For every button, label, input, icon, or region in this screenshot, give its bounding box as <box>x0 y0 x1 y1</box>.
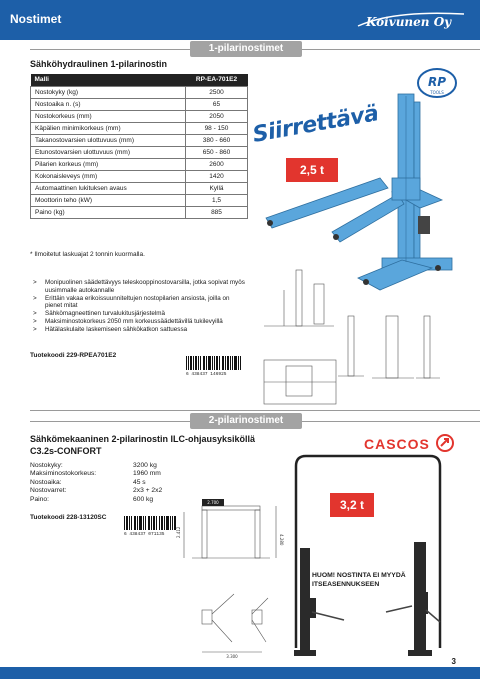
barcode-2-number: 6 438437 071135 <box>124 532 165 537</box>
spec-row <box>31 134 248 146</box>
spec-row <box>31 86 248 98</box>
dim-base-width: 3.300 <box>226 654 238 659</box>
spec-label: Takanostovarsien ulottuvuus (mm) <box>31 134 186 146</box>
barcode-1-number: 6 438437 146925 <box>186 372 227 377</box>
spec2-label: Nostovarret: <box>30 487 67 495</box>
rp-badge-sub: TOOLS <box>430 90 444 95</box>
feature-item: > Erittäin vakaa erikoissuunniteltujen nostopilarien ansiosta, joilla on pienet mitat <box>33 295 248 311</box>
spec-list-2 <box>30 462 162 504</box>
spec2-row <box>30 487 162 495</box>
spec-value: 65 <box>186 98 248 110</box>
koivunen-logo <box>354 6 472 34</box>
spec-label: Nostokorkeus (mm) <box>31 110 186 122</box>
brand-logo-text: Koivunen Oy <box>366 15 452 29</box>
single-post-technical-drawing <box>254 262 464 412</box>
spec-row <box>31 98 248 110</box>
price-badge-1: 2,5 t <box>286 158 338 182</box>
spec-value: Kyllä <box>186 182 248 194</box>
two-post-technical-drawing <box>172 498 290 660</box>
dim-inner: 2.412 <box>176 526 181 538</box>
feature-item: > Hätälaskulaite laskemiseen sähkökatkon sattuessa <box>33 326 248 334</box>
installation-warning <box>312 571 406 589</box>
footer-bar <box>0 667 480 679</box>
price-badge-2: 3,2 t <box>330 493 374 517</box>
cascos-logo-text: CASCOS <box>364 436 430 452</box>
feature-list <box>33 279 248 334</box>
spec-row <box>31 158 248 170</box>
spec2-label: Nostoaika: <box>30 478 62 486</box>
spec-value: 885 <box>186 206 248 218</box>
two-post-lift-image <box>290 452 450 664</box>
section2-pill: 2-pilarinostimet <box>190 413 302 429</box>
barcode-1-bars <box>186 356 242 370</box>
barcode-2 <box>124 516 176 537</box>
spec2-label: Paino: <box>30 495 49 503</box>
warning-line-1: HUOM! NOSTINTA EI MYYDÄ <box>312 572 406 579</box>
mobile-banner: Siirrettävä <box>250 101 381 148</box>
spec-col-value: RP-EA-701E2 <box>186 74 248 86</box>
feature-item: > Maksiminostokorkeus 2050 mm korkeussäädettävillä tukilevyillä <box>33 318 248 326</box>
spec-table <box>30 74 248 219</box>
spec-row <box>31 170 248 182</box>
feature-item: > Sähkömagneettinen turvalukitusjärjestelmä <box>33 310 248 318</box>
spec-value: 2050 <box>186 110 248 122</box>
spec-label: Automaattinen lukituksen avaus <box>31 182 186 194</box>
spec2-value: 1960 mm <box>133 470 161 478</box>
spec2-value: 2x3 + 2x2 <box>133 487 163 495</box>
spec-label: Paino (kg) <box>31 206 186 218</box>
dim-height: 4.280 <box>279 534 284 546</box>
table-note: * Ilmoitetut laskuajat 2 tonnin kuormalla. <box>30 251 145 258</box>
spec-value: 2600 <box>186 158 248 170</box>
spec2-label: Nostokyky: <box>30 462 63 469</box>
spec-row <box>31 182 248 194</box>
spec-value: 650 - 860 <box>186 146 248 158</box>
dim-top-width: 2.700 <box>207 500 219 505</box>
spec2-value: 3200 kg <box>133 462 157 469</box>
spec2-row <box>30 470 162 478</box>
barcode-1 <box>186 356 242 377</box>
header-bar <box>0 0 480 40</box>
section2-heading: Sähkömekaaninen 2-pilarinostin ILC-ohjausyksiköllä C3.2s-CONFORT <box>30 434 256 456</box>
product-code-1: Tuotekoodi 229-RPEA701E2 <box>30 352 117 359</box>
spec2-row <box>30 496 162 504</box>
spec-label: Nostoaika n. (s) <box>31 98 186 110</box>
product-code-2: Tuotekoodi 228-13120SC <box>30 514 107 521</box>
spec-label: Nostokyky (kg) <box>31 86 186 98</box>
spec-row <box>31 206 248 218</box>
spec-label: Etunostovarsien ulottuvuus (mm) <box>31 146 186 158</box>
spec-row <box>31 110 248 122</box>
spec-value: 1,5 <box>186 194 248 206</box>
spec2-value: 45 s <box>133 478 146 486</box>
page-number: 3 <box>451 657 456 666</box>
spec-value: 380 - 660 <box>186 134 248 146</box>
warning-line-2: ITSEASENNUKSEEN <box>312 581 380 588</box>
spec-value: 98 - 150 <box>186 122 248 134</box>
spec-label: Moottorin teho (kW) <box>31 194 186 206</box>
spec-value: 2500 <box>186 86 248 98</box>
spec-label: Kokonaisleveys (mm) <box>31 170 186 182</box>
feature-item: > Monipuolinen säädettävyys teleskooppinostovarsilla, jotka sopivat myös uusimmalle autokannalle <box>33 279 248 295</box>
spec2-row <box>30 462 162 470</box>
cascos-mark-icon <box>436 434 454 452</box>
spec-label: Pilarien korkeus (mm) <box>31 158 186 170</box>
rp-badge-text: RP <box>427 75 447 89</box>
spec2-row <box>30 479 162 487</box>
spec2-label: Maksiminostokorkeus: <box>30 470 97 478</box>
spec-label: Käpälien minimikorkeus (mm) <box>31 122 186 134</box>
spec2-value: 600 kg <box>133 495 154 503</box>
section2-rule-top <box>30 410 480 411</box>
barcode-2-bars <box>124 516 176 530</box>
section-title: Nostimet <box>10 12 62 26</box>
spec-value: 1420 <box>186 170 248 182</box>
section1-pill: 1-pilarinostimet <box>190 41 302 57</box>
spec-col-name: Malli <box>31 74 186 86</box>
spec-row <box>31 122 248 134</box>
section1-heading: Sähköhydraulinen 1-pilarinostin <box>30 59 168 69</box>
spec-row <box>31 146 248 158</box>
spec-row <box>31 194 248 206</box>
